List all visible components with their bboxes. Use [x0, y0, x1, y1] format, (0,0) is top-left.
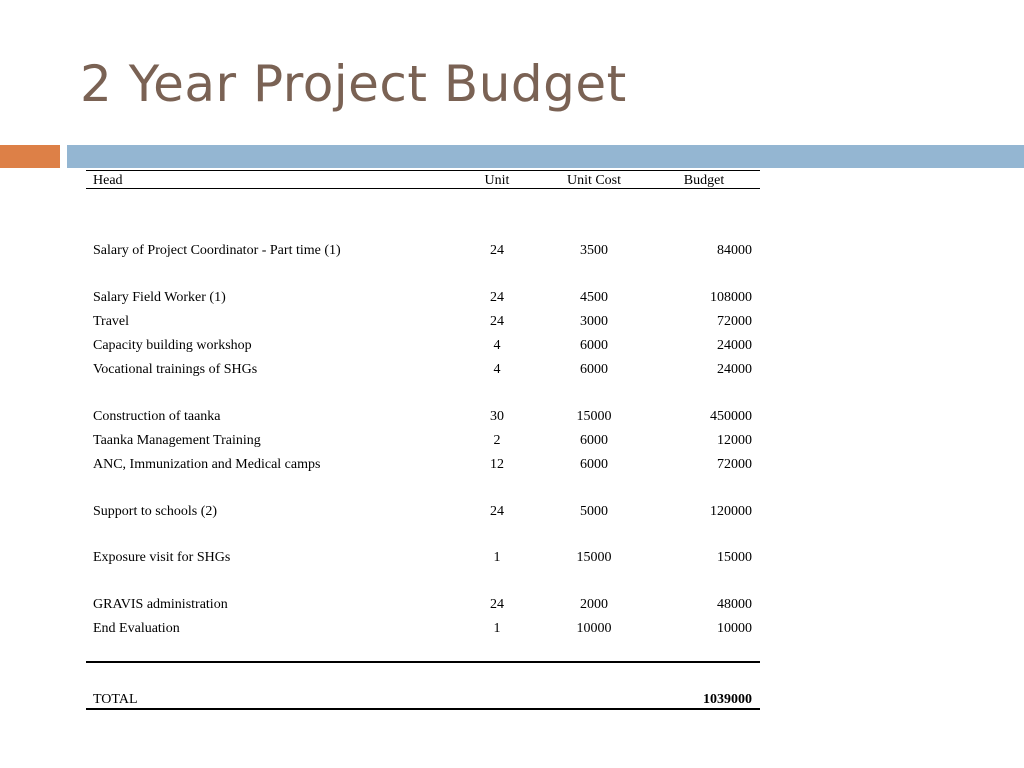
- table-row: [86, 595, 760, 615]
- row-budget: 108000: [710, 290, 752, 305]
- row-head: Construction of taanka: [93, 409, 221, 424]
- row-budget: 120000: [710, 504, 752, 519]
- table-row: [86, 312, 760, 332]
- row-head: Salary of Project Coordinator - Part time (1): [93, 243, 341, 258]
- total-row: [86, 690, 760, 710]
- row-head: Travel: [93, 314, 130, 329]
- row-unit: 2: [493, 433, 501, 448]
- table-row: [86, 455, 760, 475]
- table-bottom-rule: [86, 708, 760, 710]
- row-unit: 1: [493, 621, 501, 636]
- table-header-rule: [86, 188, 760, 189]
- row-head: End Evaluation: [93, 621, 180, 636]
- total-value: 1039000: [703, 692, 752, 707]
- row-head: Capacity building workshop: [93, 338, 252, 353]
- row-unit: 1: [493, 550, 501, 565]
- row-unit: 24: [490, 504, 504, 519]
- row-unit: 24: [490, 314, 504, 329]
- row-budget: 24000: [717, 362, 752, 377]
- row-budget: 48000: [717, 597, 752, 612]
- row-unit-cost: 6000: [580, 433, 608, 448]
- row-unit: 24: [490, 290, 504, 305]
- row-budget: 72000: [717, 457, 752, 472]
- row-budget: 15000: [717, 550, 752, 565]
- total-label: TOTAL: [93, 692, 138, 707]
- row-unit: 24: [490, 243, 504, 258]
- table-footer-rule: [86, 661, 760, 663]
- row-head: ANC, Immunization and Medical camps: [93, 457, 321, 472]
- table-row: [86, 502, 760, 522]
- row-unit-cost: 4500: [580, 290, 608, 305]
- table-row: [86, 431, 760, 451]
- row-unit-cost: 2000: [580, 597, 608, 612]
- row-unit-cost: 5000: [580, 504, 608, 519]
- table-row: [86, 241, 760, 261]
- row-unit: 12: [490, 457, 504, 472]
- column-header-unit-cost: Unit Cost: [566, 173, 622, 188]
- row-budget: 10000: [717, 621, 752, 636]
- row-budget: 84000: [717, 243, 752, 258]
- table-row: [86, 360, 760, 380]
- accent-bar-blue: [67, 145, 1024, 168]
- row-unit-cost: 3000: [580, 314, 608, 329]
- table-row: [86, 619, 760, 639]
- row-head: GRAVIS administration: [93, 597, 228, 612]
- row-unit: 30: [490, 409, 504, 424]
- row-unit-cost: 6000: [580, 338, 608, 353]
- row-unit-cost: 15000: [576, 409, 612, 424]
- row-budget: 72000: [717, 314, 752, 329]
- column-header-head: Head: [93, 173, 123, 188]
- row-unit: 24: [490, 597, 504, 612]
- row-budget: 12000: [717, 433, 752, 448]
- table-row: [86, 336, 760, 356]
- table-row: [86, 407, 760, 427]
- row-unit-cost: 10000: [576, 621, 612, 636]
- row-unit: 4: [493, 338, 501, 353]
- row-unit-cost: 15000: [576, 550, 612, 565]
- row-unit-cost: 6000: [580, 457, 608, 472]
- row-unit: 4: [493, 362, 501, 377]
- row-head: Taanka Management Training: [93, 433, 261, 448]
- row-head: Vocational trainings of SHGs: [93, 362, 258, 377]
- column-header-budget: Budget: [683, 173, 725, 188]
- row-unit-cost: 6000: [580, 362, 608, 377]
- row-unit-cost: 3500: [580, 243, 608, 258]
- slide-title: 2 Year Project Budget: [80, 55, 627, 113]
- row-head: Salary Field Worker (1): [93, 290, 226, 305]
- row-budget: 450000: [710, 409, 752, 424]
- accent-bar-orange: [0, 145, 60, 168]
- table-row: [86, 288, 760, 308]
- row-head: Exposure visit for SHGs: [93, 550, 231, 565]
- row-budget: 24000: [717, 338, 752, 353]
- column-header-unit: Unit: [484, 173, 510, 188]
- table-row: [86, 548, 760, 568]
- row-head: Support to schools (2): [93, 504, 218, 519]
